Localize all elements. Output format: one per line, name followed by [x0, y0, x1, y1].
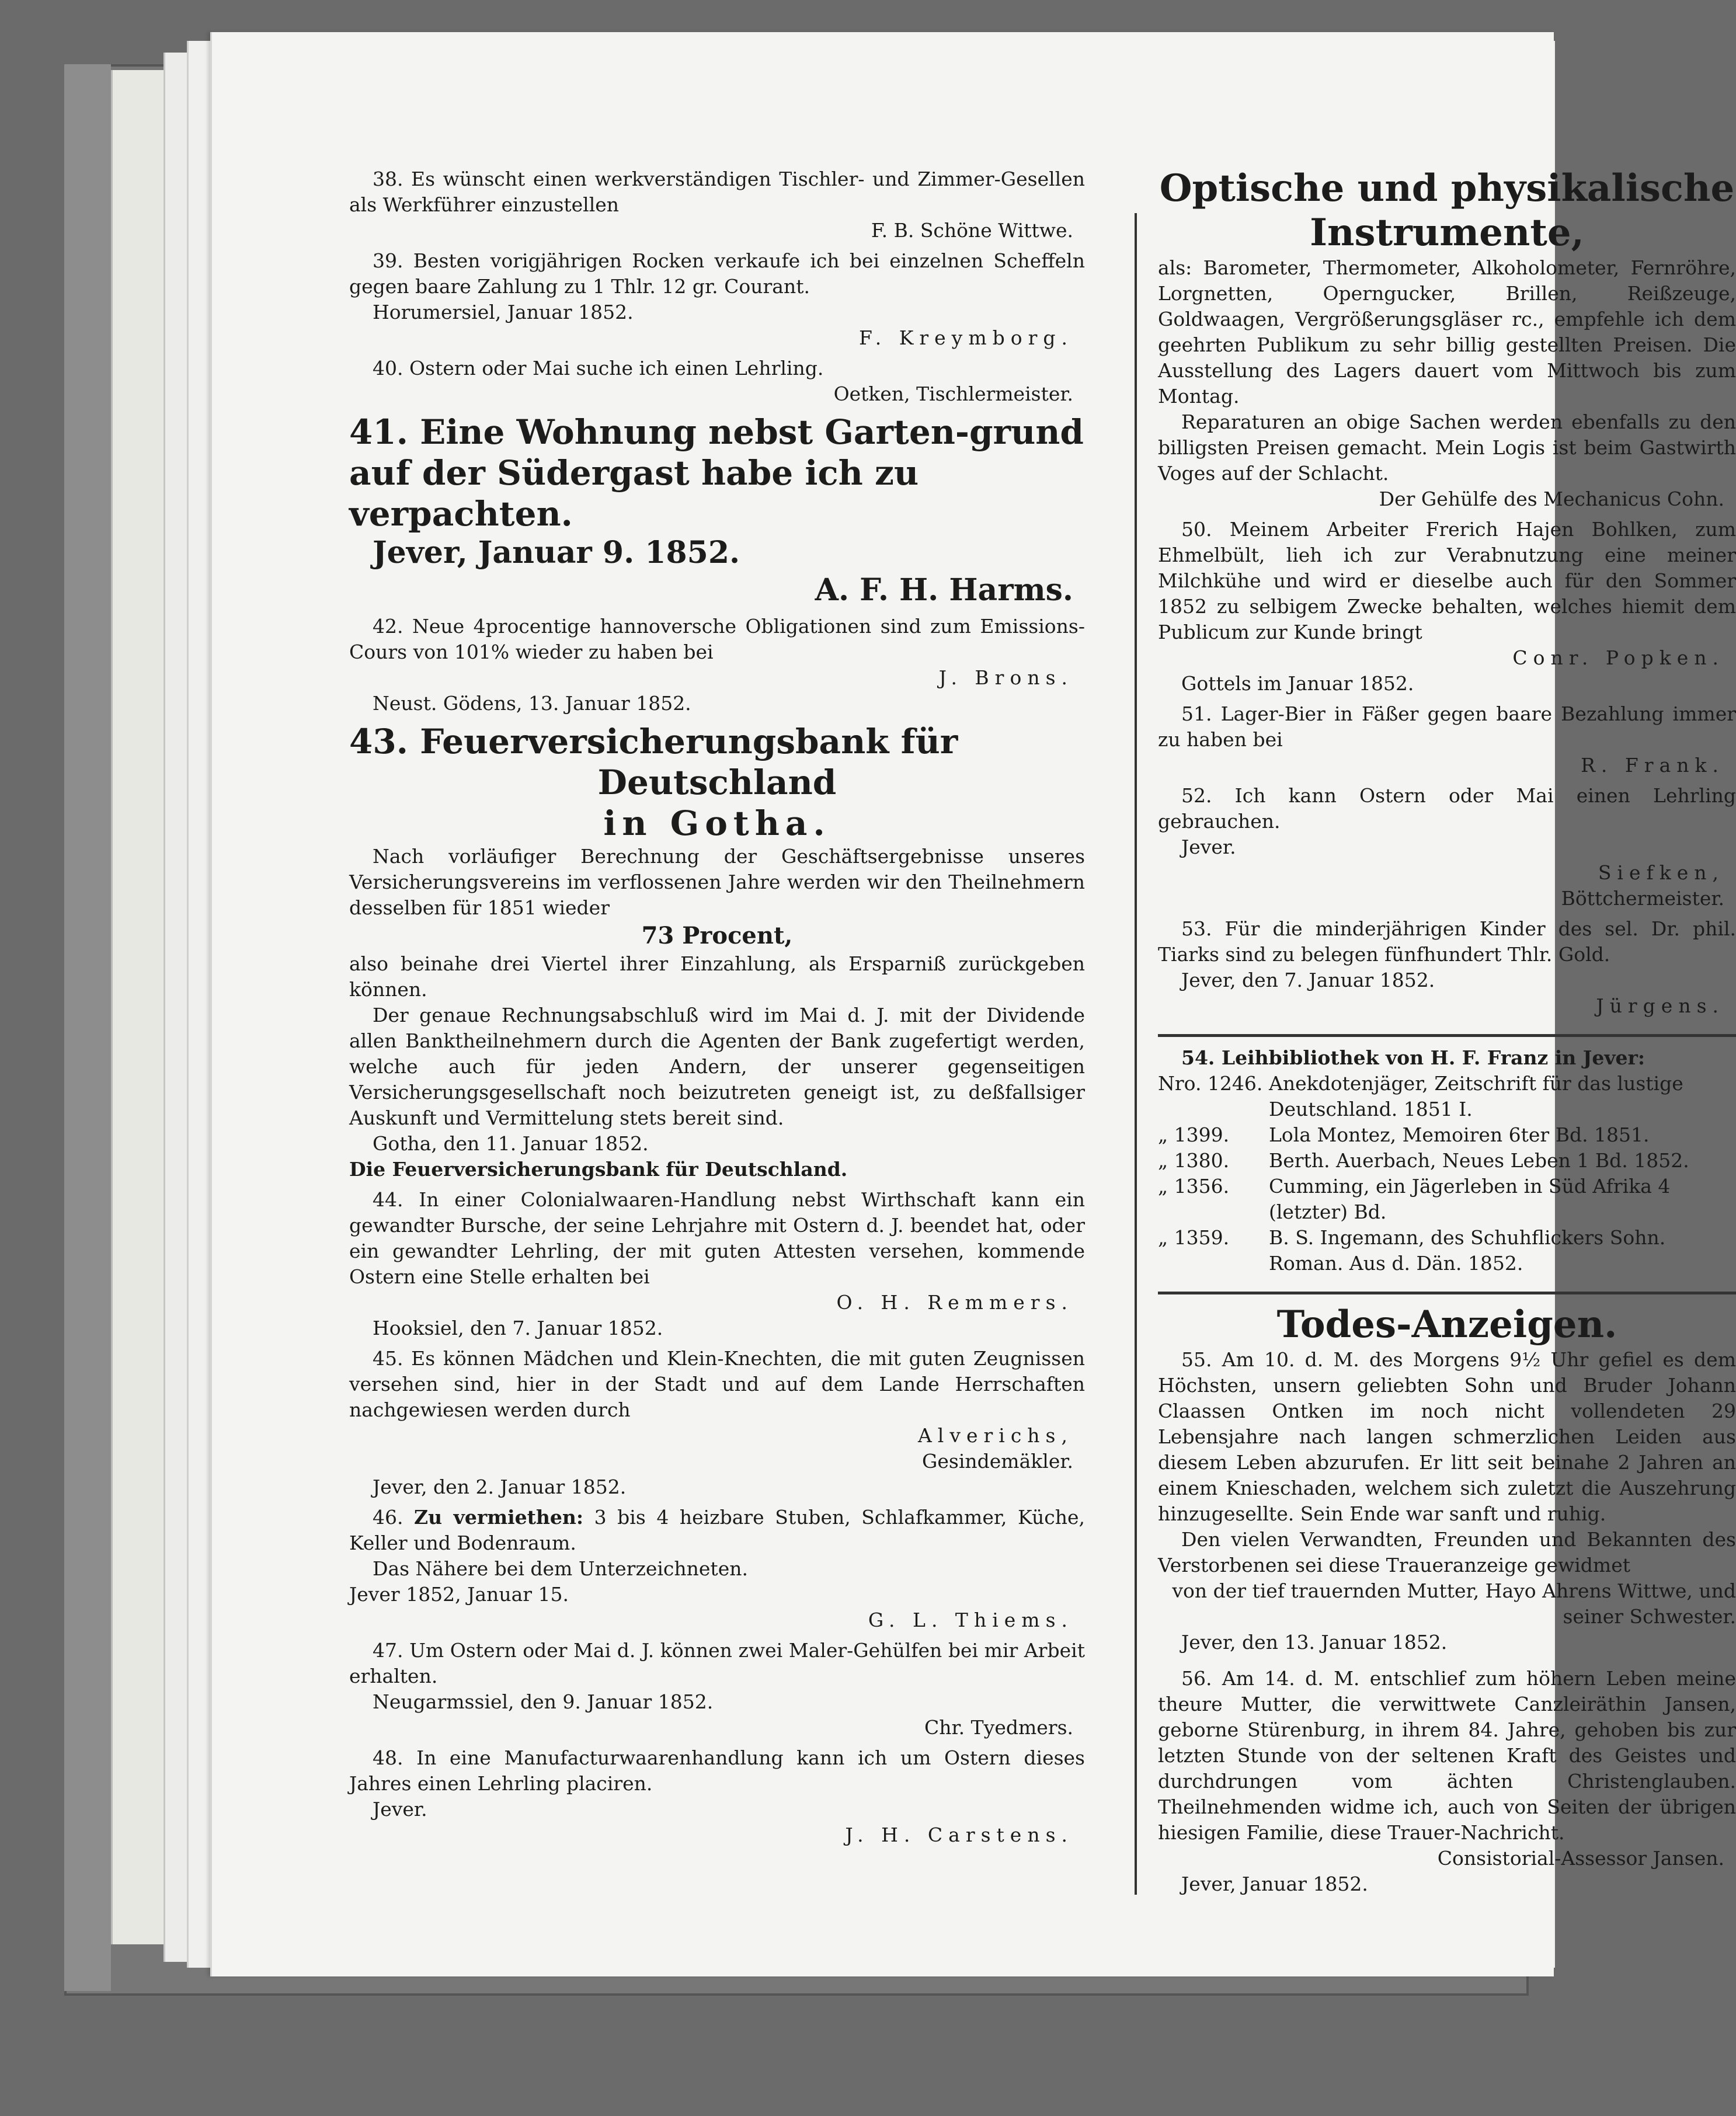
- ad-place-date: Jever, Januar 1852.: [1181, 1873, 1368, 1895]
- ad-text: 40. Ostern oder Mai suche ich einen Lehrling.: [373, 357, 824, 380]
- ad-51: [1158, 701, 1736, 778]
- ad-signature: Böttchermeister.: [1561, 887, 1724, 910]
- ad-46: [349, 1505, 1085, 1633]
- library-number: „ 1399.: [1158, 1123, 1230, 1146]
- ad-53: [1158, 916, 1736, 1019]
- ad-signature: Consistorial-Assessor Jansen.: [1437, 1847, 1724, 1870]
- ad-49: [1158, 166, 1736, 512]
- ad-55: [1158, 1347, 1736, 1655]
- ad-place-date: Jever.: [1181, 836, 1236, 858]
- ad-signature: Chr. Tyedmers.: [924, 1716, 1073, 1739]
- ad-text: 44. In einer Colonialwaaren-Handlung nebst Wirthschaft kann ein gewandter Bursche, der seine Lehrjahre mit Ostern d. J. beendet hat, oder ein gewandter Lehrling, der mit guten Attesten versehen, kommende Ostern eine Stelle erhalten bei: [349, 1188, 1085, 1288]
- library-number: „ 1359.: [1158, 1226, 1230, 1249]
- library-row: [1158, 1122, 1736, 1148]
- ad-text: 56. Am 14. d. M. entschlief zum höhern Leben meine theure Mutter, die verwittwete Canzleiräthin Jansen, geborne Stürenburg, in ihrem 84. Jahre, gehoben bis zur letzten Stunde von der seltenen Kraft des Geistes und durchdrungen vom ächten Christenglauben. Theilnehmenden widme ich, auch von Seiten der übrigen hiesigen Familie, diese Trauer-Nachricht.: [1158, 1667, 1736, 1844]
- ad-42: [349, 614, 1085, 716]
- ad-text: 53. Für die minderjährigen Kinder des sel. Dr. phil. Tiarks sind zu belegen fünfhundert Thlr. Gold.: [1158, 917, 1736, 966]
- library-row: [1158, 1148, 1736, 1174]
- binder-spine: [64, 64, 111, 1991]
- ad-headline: Zu vermiethen:: [414, 1506, 584, 1529]
- library-title: Anekdotenjäger, Zeitschrift für das lustige Deutschland. 1851 I.: [1269, 1072, 1683, 1120]
- ad-place-date: Jever 1852, Januar 15.: [349, 1583, 569, 1606]
- ad-signature: J. Brons.: [938, 666, 1073, 689]
- ad-place-date: Jever, Januar 9. 1852.: [373, 535, 740, 570]
- ad-signature: R. Frank.: [1581, 754, 1724, 777]
- ad-text: Das Nähere bei dem Unterzeichneten.: [373, 1557, 748, 1580]
- ad-headline: Deutschland: [597, 763, 837, 802]
- ad-text: 45. Es können Mädchen und Klein-Knechten, die mit guten Zeugnissen versehen sind, hier in der Stadt und auf dem Lande Herrschaften nachgewiesen werden durch: [349, 1347, 1085, 1421]
- ad-signature: A. F. H. Harms.: [815, 572, 1073, 608]
- ad-text: 51. Lager-Bier in Fäßer gegen baare Bezahlung immer zu haben bei: [1158, 702, 1736, 751]
- column-divider: [1135, 213, 1137, 1895]
- ad-signature: Jürgens.: [1596, 994, 1724, 1017]
- newspaper-page: [210, 32, 1736, 1976]
- ad-44: [349, 1187, 1085, 1341]
- ad-headline: in Gotha.: [603, 803, 831, 843]
- library-row: [1158, 1174, 1736, 1225]
- ad-text: 50. Meinem Arbeiter Frerich Hajen Bohlken, zum Ehmelbült, lieh ich zur Verabnutzung eine meiner Milchkühe und wird er dieselbe auch für den Sommer 1852 zu selbigem Zwecke behalten, welches hiemit dem Publicum zur Kunde bringt: [1158, 518, 1736, 643]
- ad-text: Den vielen Verwandten, Freunden und Bekannten des Verstorbenen sei diese Traueranzeige gewidmet: [1158, 1528, 1736, 1576]
- ad-text: 47. Um Ostern oder Mai d. J. können zwei Maler-Gehülfen bei mir Arbeit erhalten.: [349, 1639, 1085, 1687]
- library-title: B. S. Ingemann, des Schuhflickers Sohn. Roman. Aus d. Dän. 1852.: [1269, 1226, 1666, 1275]
- ad-50: [1158, 517, 1736, 697]
- ad-text: Reparaturen an obige Sachen werden ebenfalls zu den billigsten Preisen gemacht. Mein Logis ist beim Gastwirth Voges auf der Schlacht.: [1158, 410, 1736, 485]
- ad-place-date: Hooksiel, den 7. Januar 1852.: [373, 1317, 663, 1339]
- library-title: Lola Montez, Memoiren 6ter Bd. 1851.: [1269, 1123, 1650, 1146]
- ad-39: [349, 248, 1085, 351]
- library-row: [1158, 1071, 1736, 1122]
- ad-highlight: 73 Procent,: [641, 922, 793, 949]
- library-title: Cumming, ein Jägerleben in Süd Afrika 4 (letzter) Bd.: [1269, 1175, 1671, 1223]
- ad-signature: F. B. Schöne Wittwe.: [871, 219, 1073, 242]
- ad-text: 48. In eine Manufacturwaarenhandlung kann ich um Ostern dieses Jahres einen Lehrling placiren.: [349, 1746, 1085, 1795]
- ad-text: 38. Es wünscht einen werkverständigen Tischler- und Zimmer-Gesellen als Werkführer einzustellen: [349, 168, 1085, 216]
- ad-signature: Der Gehülfe des Mechanicus Cohn.: [1379, 488, 1724, 510]
- library-title: Berth. Auerbach, Neues Leben 1 Bd. 1852.: [1269, 1149, 1689, 1172]
- ad-place-date: Horumersiel, Januar 1852.: [373, 301, 634, 323]
- left-column: [349, 166, 1085, 1853]
- ad-text: [349, 1505, 1085, 1556]
- ad-number: 46.: [373, 1506, 403, 1529]
- library-row: [1158, 1225, 1736, 1276]
- ad-47: [349, 1638, 1085, 1741]
- ad-48: [349, 1745, 1085, 1848]
- ad-signature: Siefken,: [1598, 861, 1724, 884]
- ad-52: [1158, 783, 1736, 911]
- ad-signature: Gesindemäkler.: [922, 1450, 1073, 1473]
- section-divider: [1158, 1034, 1736, 1037]
- ad-place-date: Gotha, den 11. Januar 1852.: [373, 1132, 649, 1155]
- section-divider: [1158, 1292, 1736, 1294]
- ad-headline: 41. Eine Wohnung nebst Garten-grund auf der Südergast habe ich zu verpachten.: [349, 412, 1084, 534]
- ad-41: [349, 412, 1085, 609]
- ad-text: 39. Besten vorigjährigen Rocken verkaufe ich bei einzelnen Scheffeln gegen baare Zahlung zu 1 Thlr. 12 gr. Courant.: [349, 249, 1085, 298]
- ad-text: als: Barometer, Thermometer, Alkoholometer, Fernröhre, Lorgnetten, Operngucker, Brillen, Reißzeuge, Goldwaagen, Vergrößerungsgläser rc., empfehle ich dem geehrten Publikum zu sehr billig gestellten Preisen. Die Ausstellung des Lagers dauert vom Mittwoch bis zum Montag.: [1158, 256, 1736, 408]
- ad-38: [349, 166, 1085, 243]
- ad-headline: 43. Feuerversicherungsbank für: [349, 722, 958, 761]
- ad-text: 42. Neue 4procentige hannoversche Obligationen sind zum Emissions-Cours von 101% wieder zu haben bei: [349, 615, 1085, 663]
- ad-place-date: Jever, den 13. Januar 1852.: [1181, 1631, 1448, 1654]
- section-title: Todes-Anzeigen.: [1276, 1303, 1617, 1346]
- ad-text: also beinahe drei Viertel ihrer Einzahlung, als Ersparniß zurückgeben können.: [349, 952, 1085, 1001]
- ad-signature: Conr. Popken.: [1512, 646, 1724, 669]
- right-column: [1158, 166, 1736, 1902]
- ad-43: [349, 721, 1085, 1182]
- ad-place-date: Jever.: [373, 1798, 427, 1821]
- ad-text: 52. Ich kann Ostern oder Mai einen Lehrling gebrauchen.: [1158, 784, 1736, 833]
- ad-place-date: Gottels im Januar 1852.: [1181, 672, 1414, 695]
- ad-40: [349, 356, 1085, 407]
- ad-signature: J. H. Carstens.: [845, 1823, 1073, 1846]
- ad-signature: Die Feuerversicherungsbank für Deutschland.: [349, 1158, 848, 1181]
- library-number: Nro. 1246.: [1158, 1072, 1263, 1095]
- ad-place-date: Neust. Gödens, 13. Januar 1852.: [373, 692, 691, 715]
- ad-signature: von der tief trauernden Mutter, Hayo Ahrens Wittwe, und seiner Schwester.: [1172, 1579, 1736, 1628]
- ad-56: [1158, 1666, 1736, 1897]
- ad-signature: G. L. Thiems.: [868, 1609, 1073, 1631]
- ad-text: Der genaue Rechnungsabschluß wird im Mai d. J. mit der Dividende allen Banktheilnehmern durch die Agenten der Bank zugefertigt werden, welche auch für jeden Andern, der unserer gegenseitigen Versicherungsgesellschaft noch beizutreten geneigt ist, zu deßfallsiger Auskunft und Vermittelung stets bereit sind.: [349, 1004, 1085, 1129]
- ad-text: Nach vorläufiger Berechnung der Geschäftsergebnisse unseres Versicherungsvereins im verflossenen Jahre werden wir den Theilnehmern desselben für 1851 wieder: [349, 845, 1085, 919]
- library-number: „ 1380.: [1158, 1149, 1230, 1172]
- ad-headline: Instrumente,: [1310, 211, 1584, 255]
- ad-headline: 54. Leihbibliothek von H. F. Franz in Jever:: [1181, 1046, 1645, 1069]
- ad-signature: Oetken, Tischlermeister.: [833, 382, 1073, 405]
- ad-signature: F. Kreymborg.: [858, 326, 1073, 349]
- ad-place-date: Neugarmssiel, den 9. Januar 1852.: [373, 1690, 714, 1713]
- ad-text: 55. Am 10. d. M. des Morgens 9½ Uhr gefiel es dem Höchsten, unsern geliebten Sohn und Bruder Johann Claassen Ontken im noch nicht vollendeten 29 Lebensjahre nach langen schmerzlichen Leiden aus diesem Leben abzurufen. Er litt seit beinahe 2 Jahren an einem Knieschaden, welchem sich zuletzt die Auszehrung hinzugesellte. Sein Ende war sanft und ruhig.: [1158, 1348, 1736, 1525]
- ad-54: [1158, 1045, 1736, 1276]
- ad-place-date: Jever, den 2. Januar 1852.: [373, 1475, 627, 1498]
- ad-signature: Alverichs,: [917, 1424, 1073, 1447]
- ad-place-date: Jever, den 7. Januar 1852.: [1181, 969, 1435, 991]
- library-number: „ 1356.: [1158, 1175, 1230, 1198]
- ad-45: [349, 1346, 1085, 1500]
- ad-headline: Optische und physikalische: [1159, 166, 1735, 210]
- ad-text: 3 bis 4 heizbare Stuben, Schlafkammer, Küche, Keller und Bodenraum.: [349, 1506, 1085, 1554]
- ad-signature: O. H. Remmers.: [836, 1291, 1073, 1314]
